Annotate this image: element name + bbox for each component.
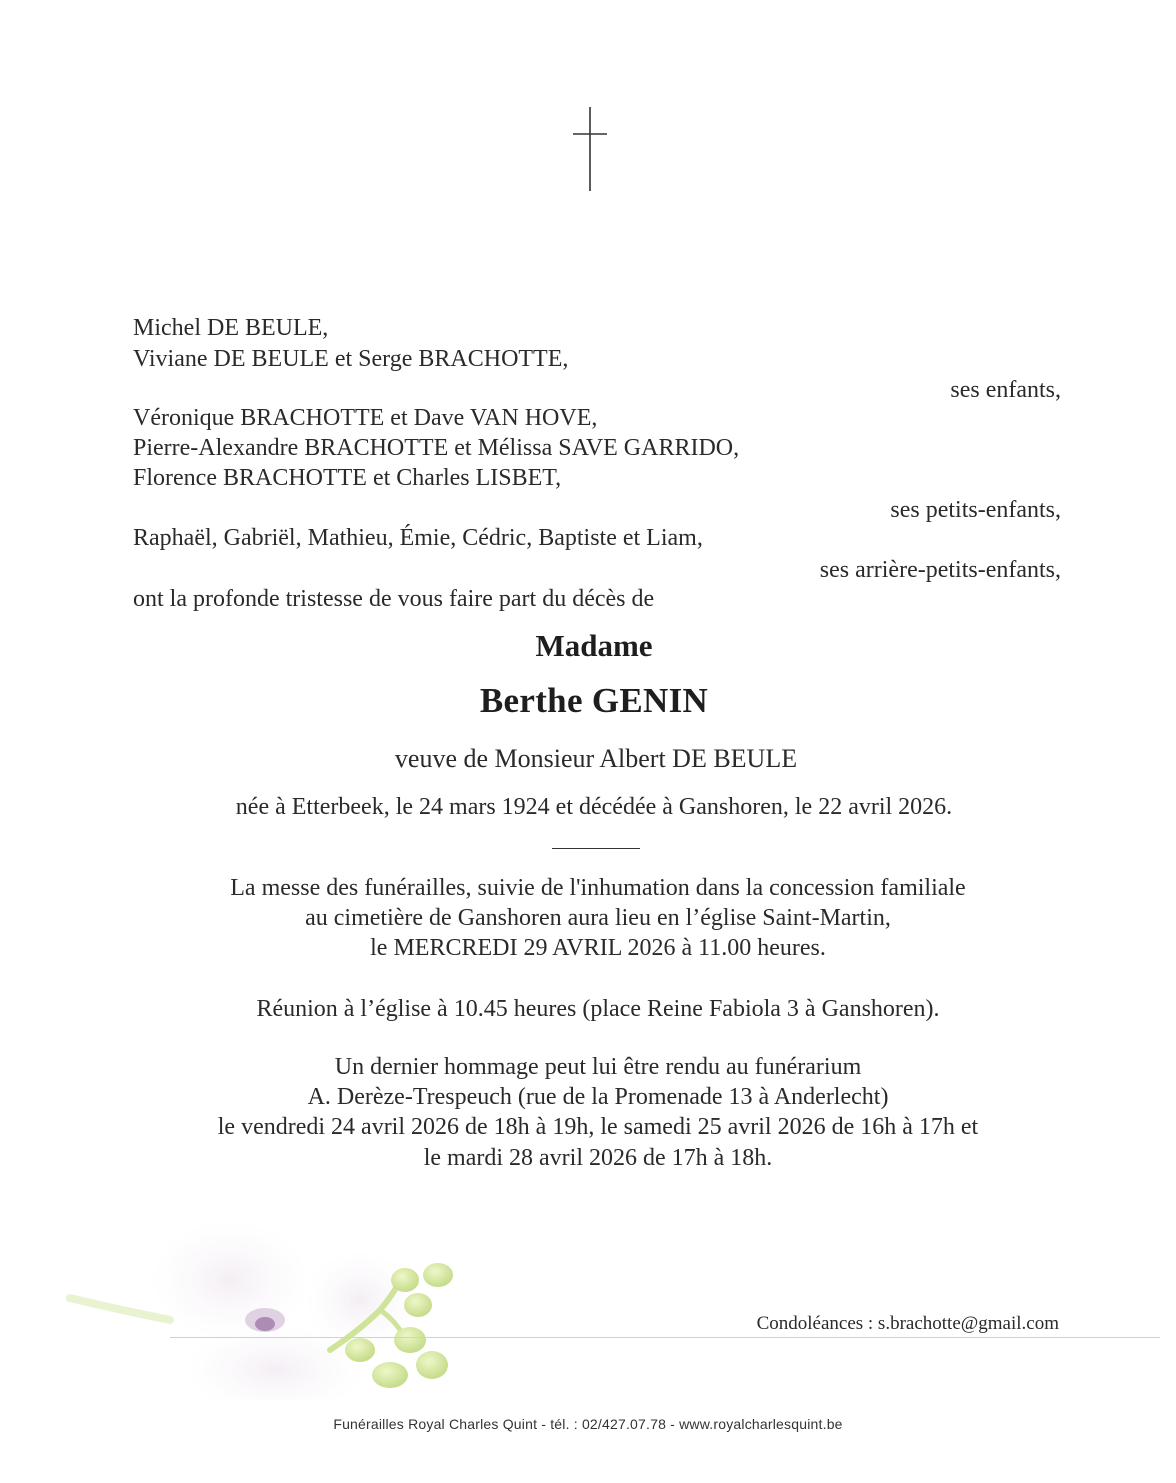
children-label: ses enfants, — [950, 377, 1061, 403]
condolences-underline — [170, 1337, 1160, 1338]
widow-of: veuve de Monsieur Albert DE BEULE — [394, 744, 798, 773]
meeting-text: Réunion à l’église à 10.45 heures (place Reine Fabiola 3 à Ganshoren). — [256, 996, 940, 1022]
divider — [552, 848, 640, 849]
deceased-title: Madame — [535, 628, 653, 663]
great-grandchildren-names: Raphaël, Gabriël, Mathieu, Émie, Cédric, Baptiste et Liam, — [133, 525, 703, 551]
deceased-name: Berthe GENIN — [479, 681, 709, 720]
cross-icon — [573, 107, 607, 191]
grandchild-name-1: Véronique BRACHOTTE et Dave VAN HOVE, — [133, 405, 598, 431]
great-grandchildren-label: ses arrière-petits-enfants, — [819, 557, 1061, 583]
grandchild-name-2: Pierre-Alexandre BRACHOTTE et Mélissa SAVE GARRIDO, — [133, 435, 740, 461]
mass-line-1: La messe des funérailles, suivie de l'inhumation dans la concession familiale — [230, 875, 966, 901]
child-name-1: Michel DE BEULE, — [133, 315, 329, 341]
grandchildren-label: ses petits-enfants, — [890, 497, 1061, 523]
birth-death-text: née à Etterbeek, le 24 mars 1924 et décédée à Ganshoren, le 22 avril 2026. — [235, 794, 953, 820]
tribute-line-3: le vendredi 24 avril 2026 de 18h à 19h, le samedi 25 avril 2026 de 16h à 17h et — [217, 1114, 979, 1140]
funeral-home-footer: Funérailles Royal Charles Quint - tél. : 02/427.07.78 - www.royalcharlesquint.be — [333, 1416, 843, 1432]
mass-line-2: au cimetière de Ganshoren aura lieu en l’église Saint-Martin, — [305, 905, 891, 931]
announcement-text: ont la profonde tristesse de vous faire part du décès de — [133, 586, 655, 612]
grandchild-name-3: Florence BRACHOTTE et Charles LISBET, — [133, 465, 562, 491]
mass-line-3: le MERCREDI 29 AVRIL 2026 à 11.00 heures. — [370, 935, 826, 961]
orchid-flower-icon — [60, 1220, 620, 1400]
tribute-line-1: Un dernier hommage peut lui être rendu au funérarium — [334, 1054, 862, 1080]
tribute-line-2: A. Derèze-Trespeuch (rue de la Promenade 13 à Anderlecht) — [307, 1084, 889, 1110]
condolences-email[interactable]: Condoléances : s.brachotte@gmail.com — [756, 1313, 1059, 1334]
child-name-2: Viviane DE BEULE et Serge BRACHOTTE, — [133, 346, 569, 372]
tribute-line-4: le mardi 28 avril 2026 de 17h à 18h. — [423, 1145, 773, 1171]
